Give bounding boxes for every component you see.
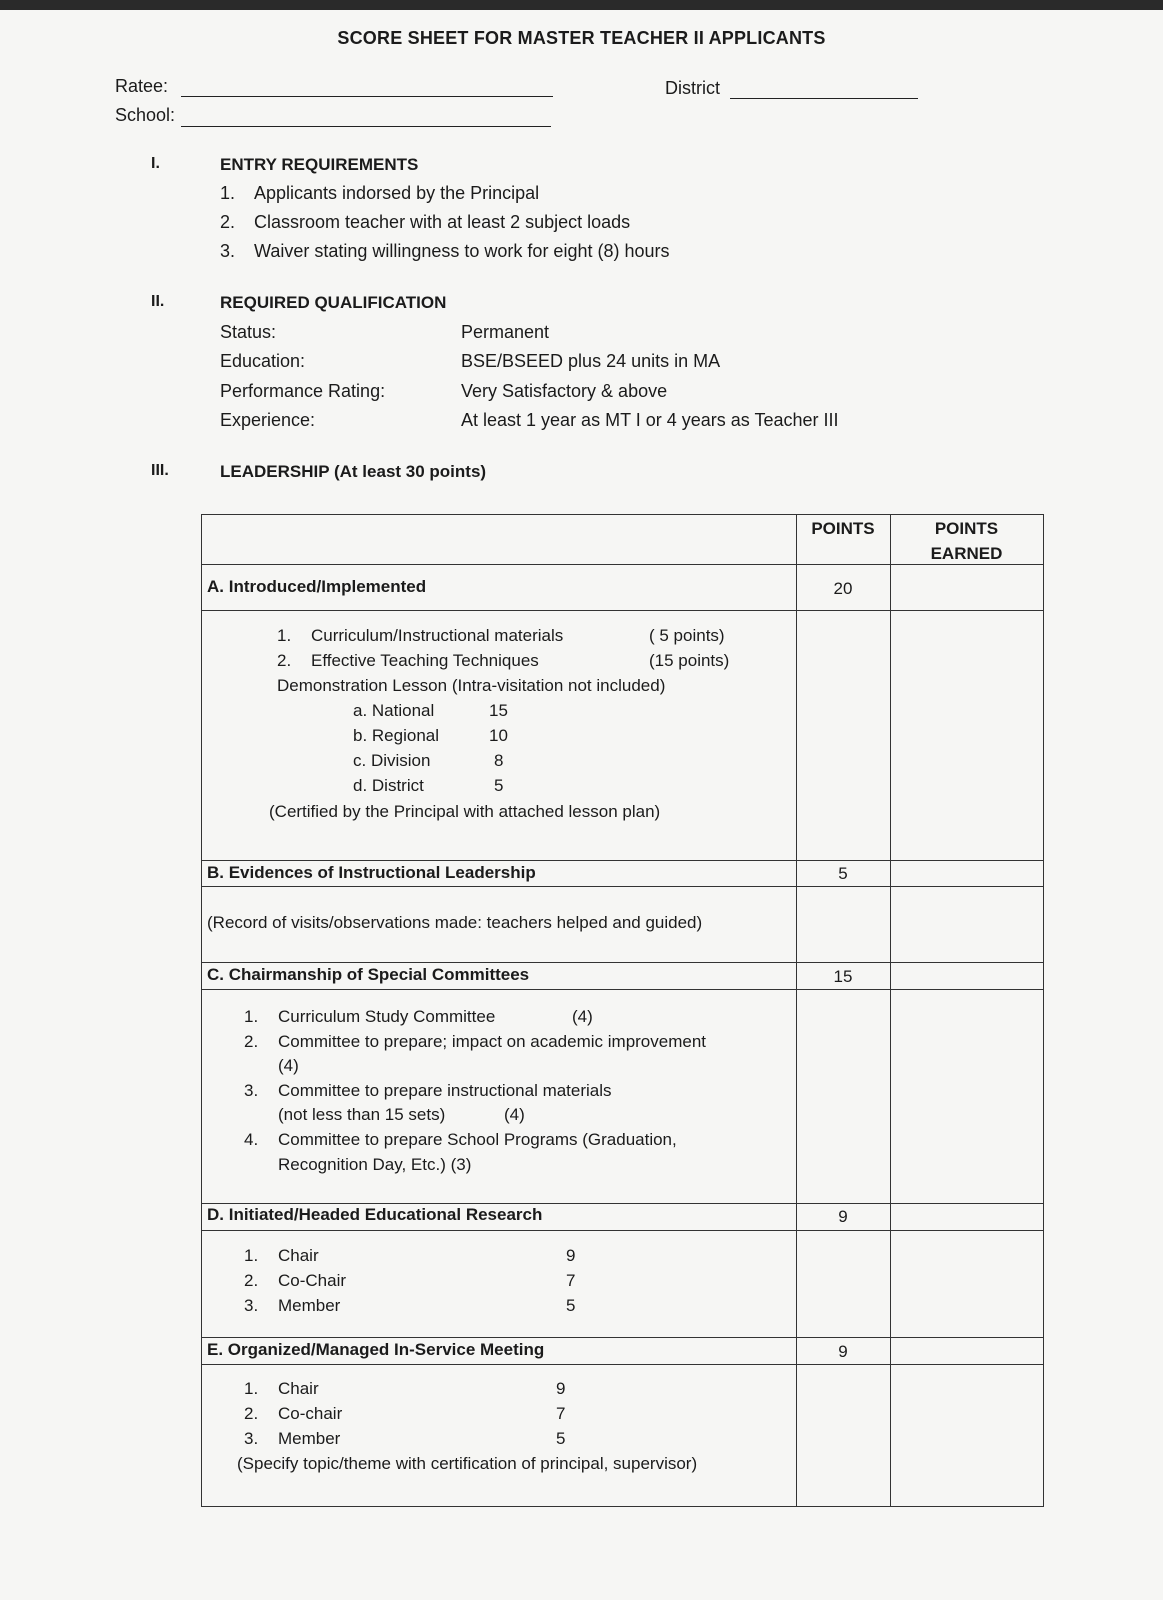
level-district: d. District (353, 776, 424, 795)
row-e-role-3-value: 5 (556, 1429, 566, 1448)
section-2-heading: REQUIRED QUALIFICATION (220, 293, 447, 312)
district-label: District (665, 78, 720, 98)
row-c-item-3-points: (4) (504, 1105, 525, 1124)
row-c-item-2-points: (4) (278, 1056, 299, 1075)
row-e-points: 9 (838, 1342, 848, 1361)
row-a-item-2: 2. Effective Teaching Techniques (277, 651, 539, 670)
section-1-heading: ENTRY REQUIREMENTS (220, 155, 419, 174)
row-e-role-2-value: 7 (556, 1404, 566, 1423)
qual-status-label: Status: (220, 322, 277, 342)
district-field[interactable] (730, 80, 918, 99)
row-c-item-4: 4. Committee to prepare School Programs (Graduation, (244, 1130, 677, 1149)
qual-experience-value: At least 1 year as MT I or 4 years as Teacher III (461, 410, 839, 430)
qual-rating-label: Performance Rating: (220, 381, 386, 401)
table-border-top (201, 514, 1044, 515)
section-3-numeral: III. (151, 462, 169, 479)
qual-education-value: BSE/BSEED plus 24 units in MA (461, 351, 721, 371)
row-a-item-2-points: (15 points) (649, 651, 730, 670)
level-regional: b. Regional (353, 726, 440, 745)
level-division: c. Division (353, 751, 431, 770)
row-b-note: (Record of visits/observations made: teachers helped and guided) (207, 913, 703, 932)
row-c-item-3-line-2: (not less than 15 sets) (278, 1105, 446, 1124)
section-2-numeral: II. (151, 293, 165, 310)
row-c-item-2: 2. Committee to prepare; impact on academic improvement (244, 1032, 707, 1051)
row-a-note: (Certified by the Principal with attached lesson plan) (269, 802, 661, 821)
ratee-field[interactable] (181, 78, 553, 97)
row-d-role-2-value: 7 (566, 1271, 576, 1290)
points-header: POINTS (811, 519, 875, 538)
level-district-value: 5 (494, 776, 504, 795)
row-e-role-3: 3. Member (244, 1429, 341, 1448)
points-earned-header: POINTS EARNED (930, 519, 1003, 563)
row-c-item-1-points: (4) (572, 1007, 593, 1026)
level-national: a. National (353, 701, 435, 720)
row-d-role-2: 2. Co-Chair (244, 1271, 347, 1290)
row-d-heading: D. Initiated/Headed Educational Research (207, 1205, 543, 1224)
row-c-points: 15 (833, 967, 853, 986)
row-d-role-3: 3. Member (244, 1296, 341, 1315)
row-b-heading: B. Evidences of Instructional Leadership (207, 863, 536, 882)
ratee-label: Ratee: (115, 76, 169, 96)
entry-req-3: 3. Waiver stating willingness to work for eight (8) hours (220, 241, 670, 261)
row-c-item-3: 3. Committee to prepare instructional materials (244, 1081, 612, 1100)
level-regional-value: 10 (489, 726, 508, 745)
school-label: School: (115, 105, 176, 125)
row-e-role-1-value: 9 (556, 1379, 566, 1398)
entry-req-1: 1. Applicants indorsed by the Principal (220, 183, 540, 203)
row-c-heading: C. Chairmanship of Special Committees (207, 965, 530, 984)
row-d-role-1-value: 9 (566, 1246, 576, 1265)
qual-rating-value: Very Satisfactory & above (461, 381, 668, 401)
row-c-item-1: 1. Curriculum Study Committee (244, 1007, 496, 1026)
school-field[interactable] (181, 108, 551, 127)
page-title: SCORE SHEET FOR MASTER TEACHER II APPLICANTS (337, 28, 826, 48)
row-c-item-4-line-2: Recognition Day, Etc.) (3) (278, 1155, 472, 1174)
table-border-left (201, 514, 202, 1507)
earned-column-divider (890, 514, 891, 1507)
scan-edge (0, 0, 1163, 10)
row-a-item-1: 1. Curriculum/Instructional materials (277, 626, 564, 645)
table-border-bottom (201, 1506, 1044, 1507)
row-a-demo-lesson: Demonstration Lesson (Intra-visitation not included) (277, 676, 666, 695)
leadership-table (201, 514, 1044, 1507)
qual-status-value: Permanent (461, 322, 550, 342)
entry-req-2: 2. Classroom teacher with at least 2 subject loads (220, 212, 631, 232)
row-e-role-1: 1. Chair (244, 1379, 319, 1398)
row-a-heading: A. Introduced/Implemented (207, 577, 427, 596)
qual-education-label: Education: (220, 351, 306, 371)
row-d-role-1: 1. Chair (244, 1246, 319, 1265)
row-e-role-2: 2. Co-chair (244, 1404, 343, 1423)
qual-experience-label: Experience: (220, 410, 316, 430)
row-e-note: (Specify topic/theme with certification of principal, supervisor) (237, 1454, 698, 1473)
row-e-heading: E. Organized/Managed In-Service Meeting (207, 1340, 545, 1359)
row-a-points: 20 (833, 579, 853, 598)
level-national-value: 15 (489, 701, 508, 720)
section-1-numeral: I. (151, 155, 160, 172)
row-a-item-1-points: ( 5 points) (649, 626, 725, 645)
level-division-value: 8 (494, 751, 504, 770)
row-b-points: 5 (838, 864, 848, 883)
table-border-right (1043, 514, 1044, 1507)
section-3-heading: LEADERSHIP (At least 30 points) (220, 462, 487, 481)
row-d-role-3-value: 5 (566, 1296, 576, 1315)
row-d-points: 9 (838, 1207, 848, 1226)
